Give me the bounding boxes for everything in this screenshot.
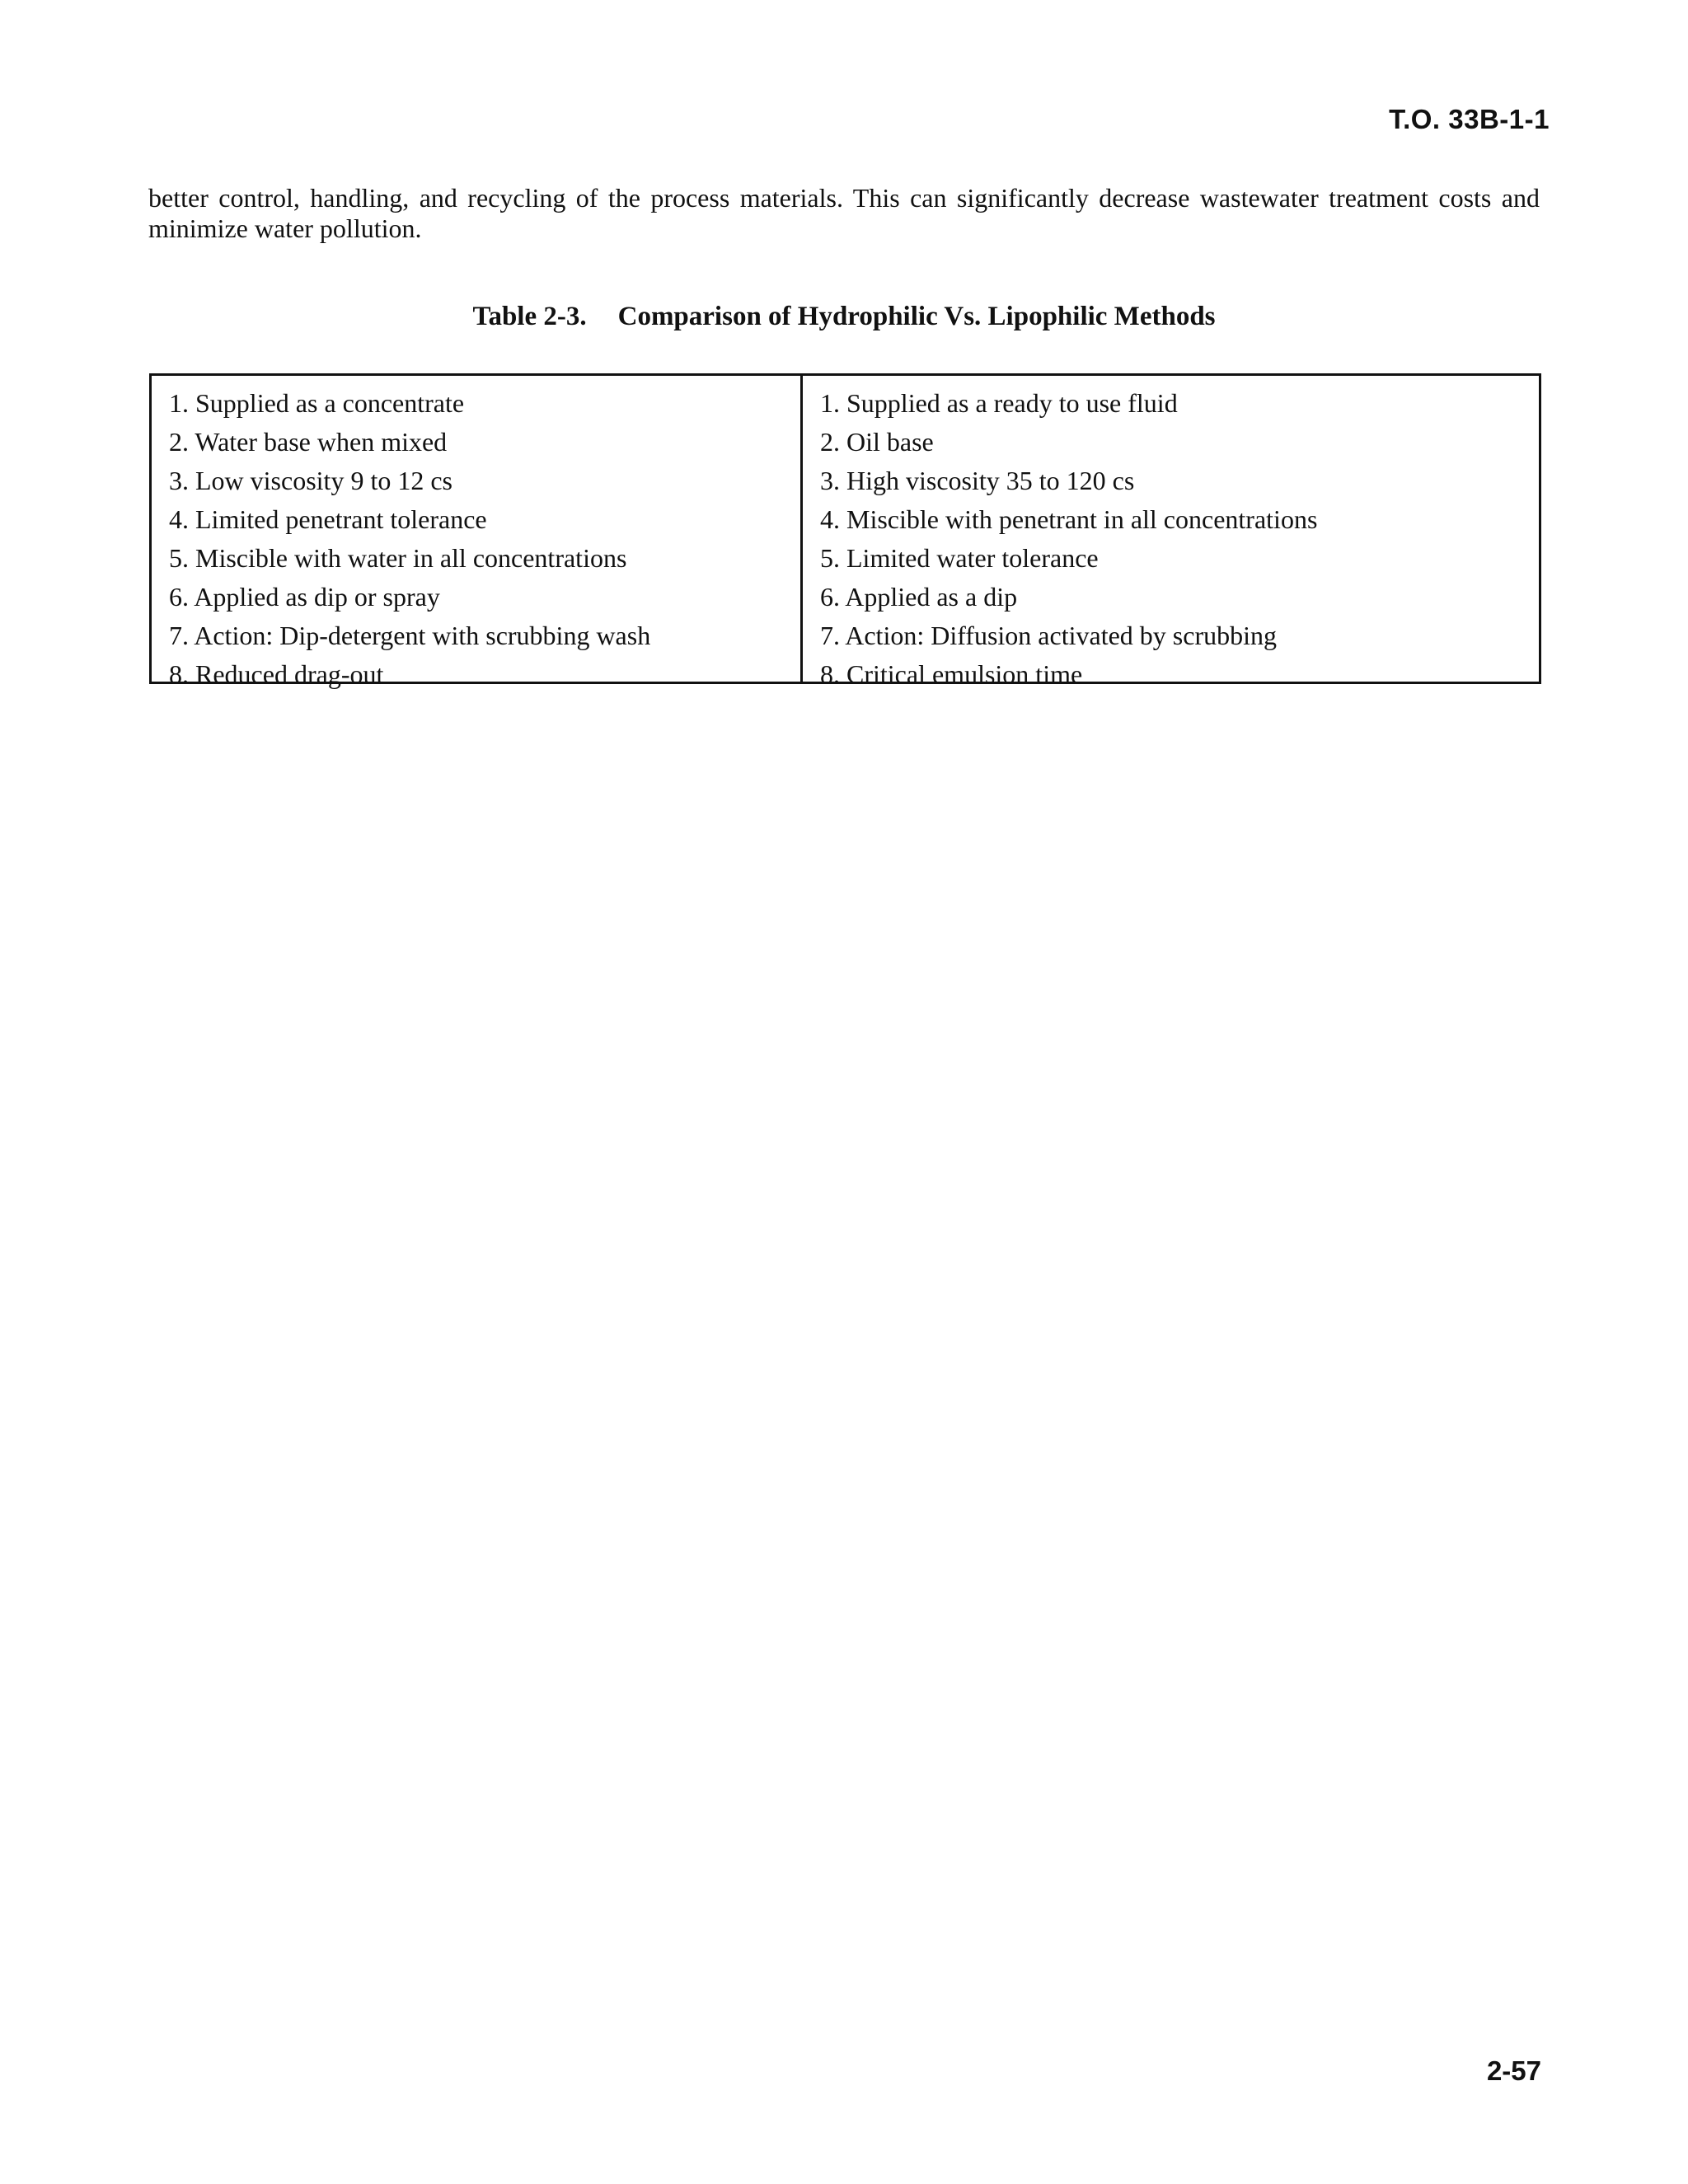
page-number: 2-57 <box>1486 2055 1541 2086</box>
table-row: 3. High viscosity 35 to 120 cs <box>820 466 1135 495</box>
table-caption <box>0 302 1688 332</box>
table-row: 8. Reduced drag-out <box>169 659 384 689</box>
table-row: 8. Critical emulsion time <box>820 659 1083 689</box>
table-row: 7. Action: Diffusion activated by scrubbing <box>820 621 1277 650</box>
table-row: 2. Oil base <box>820 427 934 457</box>
table-row: 4. Limited penetrant tolerance <box>169 504 487 534</box>
table-caption-number: Table 2-3. <box>472 302 587 331</box>
table-row: 1. Supplied as a ready to use fluid <box>820 388 1178 418</box>
hydrophilic-column <box>152 376 803 689</box>
table-row: 6. Applied as dip or spray <box>169 582 440 612</box>
table-caption-title: Comparison of Hydrophilic Vs. Lipophilic Methods <box>617 302 1216 331</box>
table-row: 1. Supplied as a concentrate <box>169 388 465 418</box>
intro-paragraph: better control, handling, and recycling of the process materials. This can significantly decrease wastewater treatment costs and minimize water pollution. <box>148 183 1540 243</box>
table-row: 5. Miscible with water in all concentrations <box>169 543 627 573</box>
table-row: 5. Limited water tolerance <box>820 543 1099 573</box>
table-row: 7. Action: Dip-detergent with scrubbing wash <box>169 621 651 650</box>
comparison-table <box>149 373 1541 689</box>
lipophilic-column <box>803 376 1539 689</box>
document-id: T.O. 33B-1-1 <box>1389 104 1550 134</box>
table-row: 4. Miscible with penetrant in all concentrations <box>820 504 1318 534</box>
table-row: 2. Water base when mixed <box>169 427 448 457</box>
table-row: 6. Applied as a dip <box>820 582 1018 612</box>
table-row: 3. Low viscosity 9 to 12 cs <box>169 466 452 495</box>
